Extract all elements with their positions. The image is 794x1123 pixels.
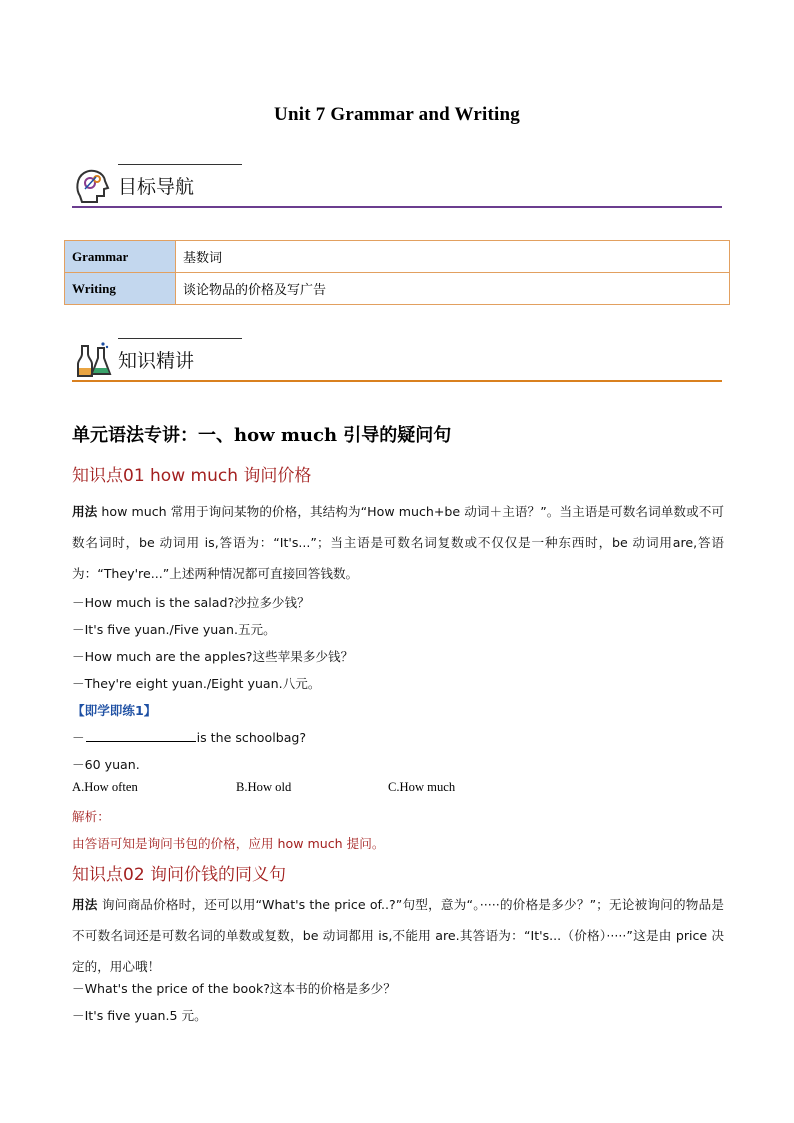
option-a: A.How often: [72, 780, 138, 794]
usage-text: how much 常用于询问某物的价格，其结构为“How much+be 动词＋主语？”。当主语是可数名词单数或不可数名词时，be 动词用 is,答语为：“It's...”；当主语是可数名词复数或不仅仅是一种东西时，be 动词用are,答语为：“They're...”上述两种情况都可直接回答钱数。: [72, 504, 724, 581]
example-line: －It's five yuan./Five yuan.五元。: [72, 622, 276, 637]
header-topline: [118, 164, 242, 165]
question-line: [72, 727, 306, 746]
table-row: [65, 273, 730, 305]
page-title: Unit 7 Grammar and Writing: [274, 104, 520, 125]
option-b: B.How old: [236, 780, 292, 794]
example-line: －What's the price of the book?这本书的价格是多少？: [72, 981, 396, 996]
header-topline: [118, 338, 242, 339]
section-label: 知识精讲: [118, 350, 195, 372]
question-prefix: －: [72, 730, 85, 745]
usage-tag: 用法: [72, 504, 98, 519]
usage-paragraph: [72, 889, 724, 982]
usage-tag: 用法: [72, 897, 98, 912]
question-suffix: is the schoolbag?: [196, 730, 307, 745]
lab-flask-icon: [72, 340, 112, 380]
overview-table: [64, 240, 730, 305]
analysis-text: 由答语可知是询问书包的价格，应用 how much 提问。: [72, 836, 385, 851]
section-label: 目标导航: [118, 176, 195, 198]
section-header-goals: [72, 164, 722, 208]
answer-line: －60 yuan.: [72, 757, 140, 772]
answer-blank[interactable]: [86, 729, 196, 742]
brain-gears-icon: [72, 166, 112, 206]
example-line: －It's five yuan.5 元。: [72, 1008, 207, 1023]
example-line: －They're eight yuan./Eight yuan.八元。: [72, 676, 321, 691]
table-value: 基数词: [176, 241, 730, 273]
section-divider: [72, 380, 722, 382]
knowledge-point-heading: 知识点01 how much 询问价格: [72, 466, 312, 486]
table-row: [65, 241, 730, 273]
table-key: Grammar: [65, 241, 176, 273]
example-line: －How much are the apples?这些苹果多少钱？: [72, 649, 354, 664]
analysis-label: 解析：: [72, 809, 110, 824]
usage-text: 询问商品价格时，还可以用“What's the price of..?”句型，意为“。·····的价格是多少？”；无论被询问的物品是不可数名词还是可数名词的单数或复数，be 动词都用 is,不能用 are.其答语为：“It's...（价格）·····”这是由 price 决定的，用心哦！: [72, 897, 725, 974]
unit-heading: 单元语法专讲：一、how much 引导的疑问句: [72, 425, 452, 446]
table-key: Writing: [65, 273, 176, 305]
knowledge-point-heading: 知识点02 询问价钱的同义句: [72, 865, 287, 885]
table-value: 谈论物品的价格及写广告: [176, 273, 730, 305]
section-divider: [72, 206, 722, 208]
practice-label: 【即学即练1】: [72, 703, 157, 718]
example-line: －How much is the salad?沙拉多少钱？: [72, 595, 310, 610]
section-header-knowledge: [72, 338, 722, 382]
option-c: C.How much: [388, 780, 456, 794]
usage-paragraph: [72, 496, 724, 589]
